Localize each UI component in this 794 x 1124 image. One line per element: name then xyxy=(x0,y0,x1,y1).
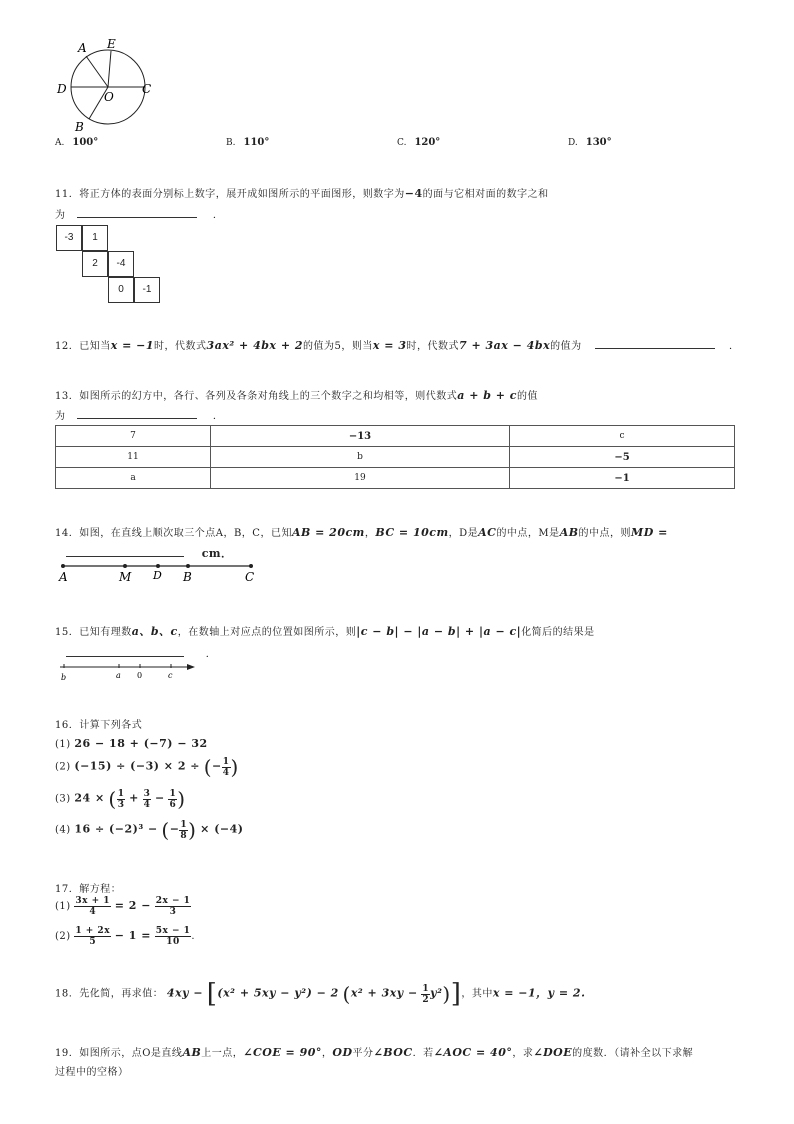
table-cell: −1 xyxy=(510,468,735,489)
q11-line2: 为 ． xyxy=(55,206,223,221)
number-line-figure xyxy=(55,660,205,684)
table-cell: 19 xyxy=(211,468,510,489)
table-cell: −13 xyxy=(211,426,510,447)
option-a[interactable]: A. 100° xyxy=(55,137,99,148)
net-cell: 2 xyxy=(82,251,108,277)
table-cell: a xyxy=(56,468,211,489)
line-segment-figure xyxy=(55,560,265,586)
circle-figure xyxy=(55,35,165,135)
q17-part2: (2) $\frac{1 + 2x}{5}$ − 1 = $\frac{5x - 1}{10}$ . xyxy=(55,926,196,947)
q15-text: 15．已知有理数a、b、c，在数轴上对应点的位置如图所示，则|c − b| − |a − b| + |a − c|化简后的结果是 xyxy=(55,625,595,638)
label-O: O xyxy=(104,90,114,104)
point-A: A xyxy=(59,570,68,584)
q14-answer-blank[interactable] xyxy=(66,546,184,557)
label-C: C xyxy=(142,82,152,96)
net-cell: -4 xyxy=(108,251,134,277)
option-b[interactable]: B. 110° xyxy=(226,137,270,148)
q13-text: 13．如图所示的幻方中，各行、各列及各条对角线上的三个数字之和均相等，则代数式a + b + c的值 xyxy=(55,389,539,402)
q16-part3: (3) 24 × ( $\frac{1}{3}$ + $\frac{3}{4}$ − $\frac{1}{6}$ ) xyxy=(55,787,186,811)
point-M: M xyxy=(119,570,132,584)
tick-label-b: b xyxy=(61,673,67,682)
table-cell: 11 xyxy=(56,447,211,468)
table-cell: 7 xyxy=(56,426,211,447)
point-D: D xyxy=(153,569,162,582)
q19-text: 19．如图所示，点O是直线AB上一点，∠COE = 90°，OD平分∠BOC．若∠AOC = 40°，求∠DOE的度数．（请补全以下求解 xyxy=(55,1046,694,1059)
table-row xyxy=(56,447,735,468)
magic-square-table xyxy=(55,425,735,489)
q15-line2: ． xyxy=(66,645,216,660)
label-D: D xyxy=(57,82,67,96)
table-row xyxy=(56,426,735,447)
q11-answer-blank[interactable] xyxy=(77,207,197,218)
table-row xyxy=(56,468,735,489)
q16-part4: (4) 16 ÷ (−2)³ − (− $\frac{1}{8}$ ) × (−4) xyxy=(55,818,244,842)
q13-answer-blank[interactable] xyxy=(77,408,197,419)
q14-line2: cm． xyxy=(66,545,233,561)
option-d[interactable]: D. 130° xyxy=(568,137,612,148)
net-cell: 0 xyxy=(108,277,134,303)
point-B: B xyxy=(183,570,192,584)
table-cell: −5 xyxy=(510,447,735,468)
q17-part1: (1) $\frac{3x + 1}{4}$ = 2 − $\frac{2x - 1}{3}$ xyxy=(55,896,191,917)
q17-title: 17．解方程： xyxy=(55,884,122,895)
net-cell: 1 xyxy=(82,225,108,251)
table-cell: c xyxy=(510,426,735,447)
point-C: C xyxy=(245,570,255,584)
q18-text: 18．先化简，再求值： 4xy − [(x² + 5xy − y²) − 2 (x² + 3xy − $\frac{1}{2}$ y²)]，其中x = −1，y = 2. xyxy=(55,979,586,1009)
q16-title: 16．计算下列各式 xyxy=(55,720,143,731)
q14-text: 14．如图，在直线上顺次取三个点A，B，C，已知AB = 20cm，BC = 10cm，D是AC的中点，M是AB的中点，则MD = xyxy=(55,526,668,539)
label-A: A xyxy=(78,41,87,55)
q19-line2: 过程中的空格） xyxy=(55,1067,129,1078)
tick-label-c: c xyxy=(168,671,173,680)
table-cell: b xyxy=(211,447,510,468)
tick-label-0: 0 xyxy=(137,671,143,680)
label-B: B xyxy=(75,120,84,134)
q13-line2: 为 ． xyxy=(55,407,223,422)
q15-answer-blank[interactable] xyxy=(66,646,184,657)
tick-label-a: a xyxy=(116,671,121,680)
net-cell: -3 xyxy=(56,225,82,251)
net-cell: -1 xyxy=(134,277,160,303)
option-c[interactable]: C. 120° xyxy=(397,137,441,148)
q12-answer-blank[interactable] xyxy=(595,338,715,349)
q12-text: 12．已知当x = −1时，代数式3ax² + 4bx + 2的值为5，则当x = 3时，代数式7 + 3ax − 4bx的值为 ． xyxy=(55,339,740,352)
q16-part1: (1) 26 − 18 + (−7) − 32 xyxy=(55,737,208,750)
q11-text: 11．将正方体的表面分别标上数字，展开成如图所示的平面图形，则数字为−4的面与它相对面的数字之和 xyxy=(55,187,549,200)
label-E: E xyxy=(107,37,116,51)
q16-part2: (2) (−15) ÷ (−3) × 2 ÷ (− $\frac{1}{4}$ ) xyxy=(55,755,239,779)
